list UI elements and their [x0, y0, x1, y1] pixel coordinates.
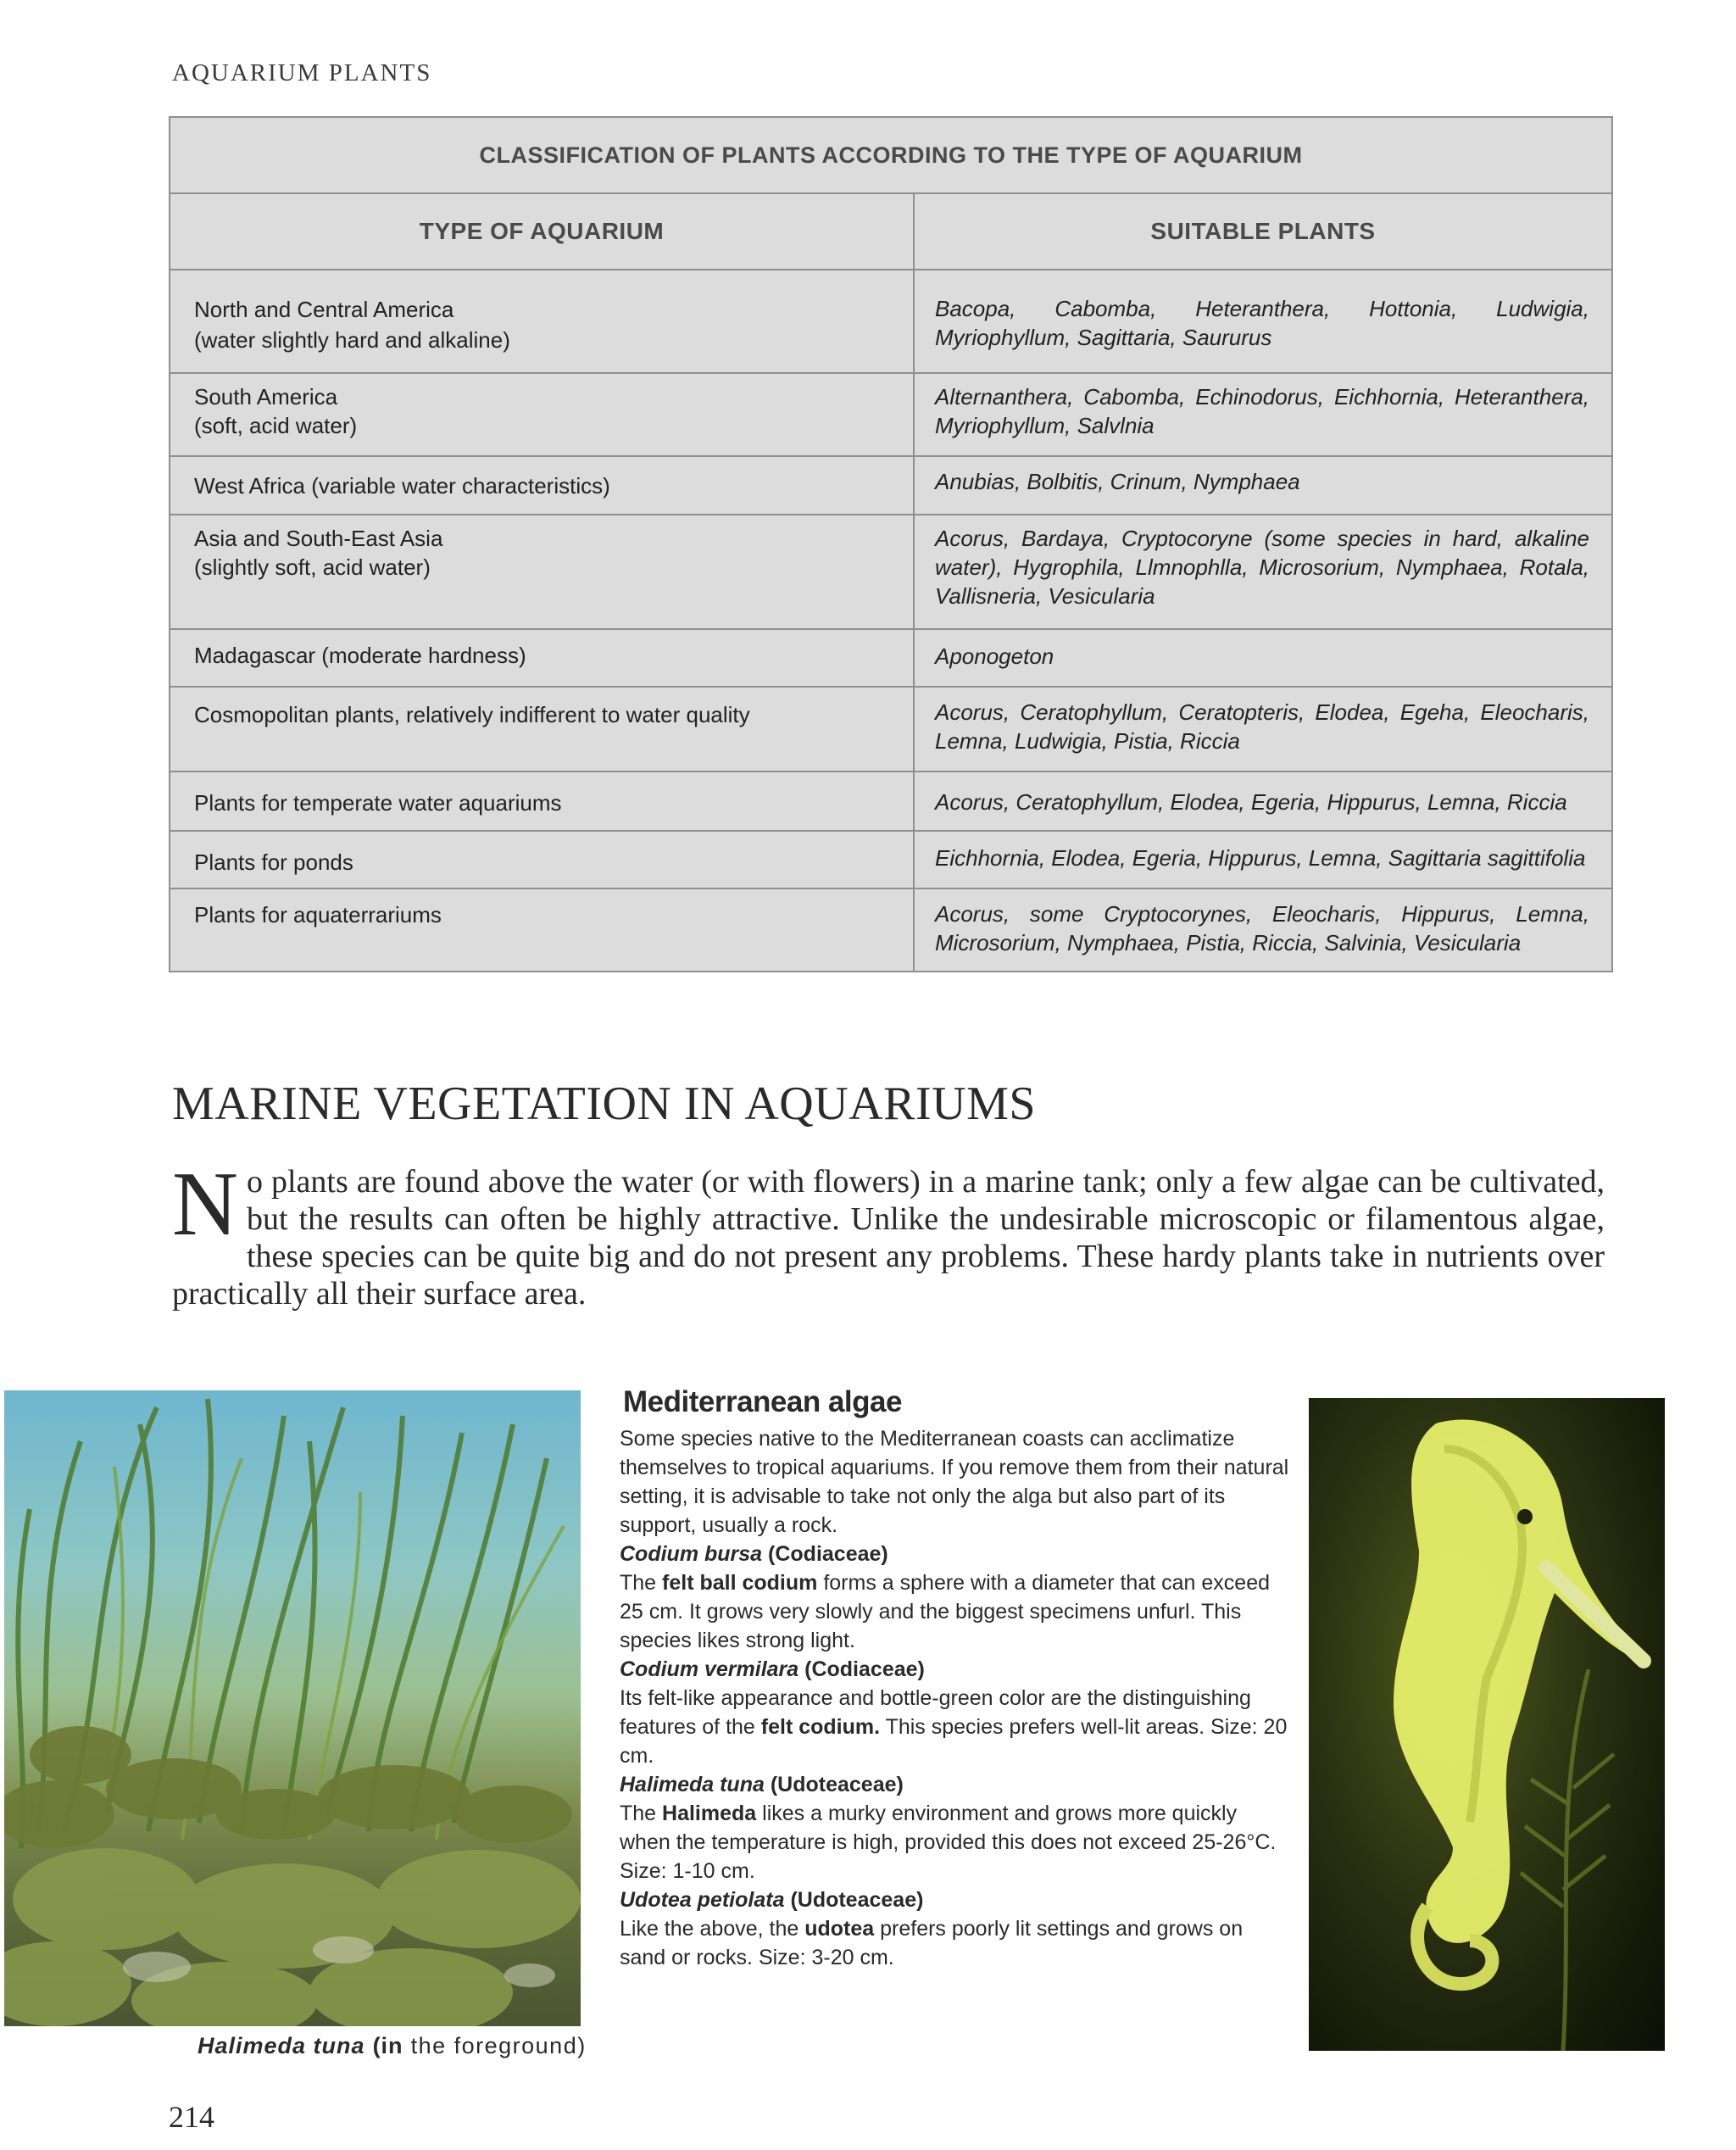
aquarium-type-cell: Madagascar (moderate hardness) — [170, 629, 914, 687]
table-row — [170, 629, 1612, 687]
suitable-plants-cell: Acorus, Ceratophyllum, Elodea, Egeria, Hippurus, Lemna, Riccia — [914, 771, 1612, 831]
table-row — [170, 515, 1612, 629]
aquarium-type-cell: Plants for temperate water aquariums — [170, 771, 914, 831]
suitable-plants-cell: Acorus, some Cryptocorynes, Eleocharis, Hippurus, Lemna, Microsorium, Nymphaea, Pistia, Riccia, Salvinia, Vesicularia — [914, 888, 1612, 972]
seahorse-illustration — [1309, 1398, 1665, 2051]
species-description: The felt ball codium forms a sphere with a diameter that can exceed 25 cm. It grows very slowly and the biggest specimens unfurl. This species likes strong light. — [620, 1571, 1270, 1652]
seagrass-illustration — [4, 1390, 581, 2026]
aquarium-type-cell: Plants for aquaterrariums — [170, 888, 914, 972]
suitable-plants-cell: Acorus, Bardaya, Cryptocoryne (some species in hard, alkaline water), Hygrophila, Llmnophlla, Microsorium, Nymphaea, Rotala, Vallisneria, Vesicularia — [914, 515, 1612, 629]
intro-text: o plants are found above the water (or with flowers) in a marine tank; only a few algae can be cultivated, but the results can often be highly attractive. Unlike the undesirable microscopic or filamentous algae, these species can be quite big and do not present any problems. These hardy plants take in nutrients over practically all their surface area. — [172, 1164, 1605, 1312]
suitable-plants-cell: Bacopa, Cabomba, Heteranthera, Hottonia, Ludwigia, Myriophyllum, Sagittaria, Saururus — [914, 270, 1612, 373]
classification-table — [169, 116, 1613, 972]
species-heading: Udotea petiolata (Udoteaceae) — [620, 1888, 924, 1912]
seahorse-body — [1394, 1420, 1648, 1943]
section-title: MARINE VEGETATION IN AQUARIUMS — [172, 1078, 1037, 1130]
species-heading: Codium bursa (Codiaceae) — [620, 1542, 888, 1566]
caption-rest: the foreground) — [410, 2033, 587, 2058]
species-heading: Codium vermilara (Codiaceae) — [620, 1657, 925, 1681]
caption-species: Halimeda tuna — [198, 2033, 365, 2058]
table-title: CLASSIFICATION OF PLANTS ACCORDING TO THE TYPE OF AQUARIUM — [170, 117, 1612, 193]
species-description: Its felt-like appearance and bottle-green color are the distinguishing features of the felt codium. This species prefers well-lit areas. Size: 20 cm. — [620, 1686, 1288, 1768]
suitable-plants-cell: Alternanthera, Cabomba, Echinodorus, Eichhornia, Heteranthera, Myriophyllum, Salvlnia — [914, 373, 1612, 456]
algae-heading: Mediterranean algae — [623, 1385, 902, 1418]
suitable-plants-cell: Eichhornia, Elodea, Egeria, Hippurus, Lemna, Sagittaria sagittifolia — [914, 831, 1612, 888]
seahorse-photo — [1309, 1398, 1665, 2051]
aquarium-type-cell: South America (soft, acid water) — [170, 373, 914, 456]
table-row — [170, 831, 1612, 888]
aquarium-type-cell: North and Central America (water slightly hard and alkaline) — [170, 270, 914, 373]
table-row — [170, 771, 1612, 831]
table-row — [170, 888, 1612, 972]
aquarium-type-cell: Cosmopolitan plants, relatively indifferent to water quality — [170, 687, 914, 771]
drop-cap: N — [172, 1154, 238, 1255]
caption-in: (in — [372, 2033, 403, 2058]
page-number: 214 — [169, 2100, 214, 2134]
table-row — [170, 270, 1612, 373]
seagrass-halimeda-photo — [4, 1390, 581, 2026]
suitable-plants-cell: Aponogeton — [914, 629, 1612, 687]
running-head: AQUARIUM PLANTS — [172, 59, 432, 86]
aquarium-type-cell: Plants for ponds — [170, 831, 914, 888]
mediterranean-algae-section — [620, 1385, 1289, 1972]
species-heading: Halimeda tuna (Udoteaceae) — [620, 1773, 904, 1796]
species-description: Like the above, the udotea prefers poorly lit settings and grows on sand or rocks. Size: 3-20 cm. — [620, 1917, 1244, 1969]
table-row — [170, 456, 1612, 515]
column-header-plants: SUITABLE PLANTS — [914, 193, 1612, 270]
photo-caption — [198, 2033, 587, 2059]
intro-paragraph — [172, 1154, 1605, 1312]
aquarium-type-cell: Asia and South-East Asia (slightly soft, acid water) — [170, 515, 914, 629]
algae-intro: Some species native to the Mediterranean coasts can acclimatize themselves to tropical aquariums. If you remove them from their natural setting, it is advisable to take not only the alga but also part of its support, usually a rock. — [620, 1427, 1289, 1537]
table-row — [170, 373, 1612, 456]
table-row — [170, 687, 1612, 771]
species-description: The Halimeda likes a murky environment and grows more quickly when the temperature is high, provided this does not exceed 25-26°C. Size: 1-10 cm. — [620, 1802, 1277, 1883]
column-header-type: TYPE OF AQUARIUM — [170, 193, 914, 270]
suitable-plants-cell: Anubias, Bolbitis, Crinum, Nymphaea — [914, 456, 1612, 515]
aquarium-type-cell: West Africa (variable water characteristics) — [170, 456, 914, 515]
suitable-plants-cell: Acorus, Ceratophyllum, Ceratopteris, Elodea, Egeha, Eleocharis, Lemna, Ludwigia, Pistia, Riccia — [914, 687, 1612, 771]
